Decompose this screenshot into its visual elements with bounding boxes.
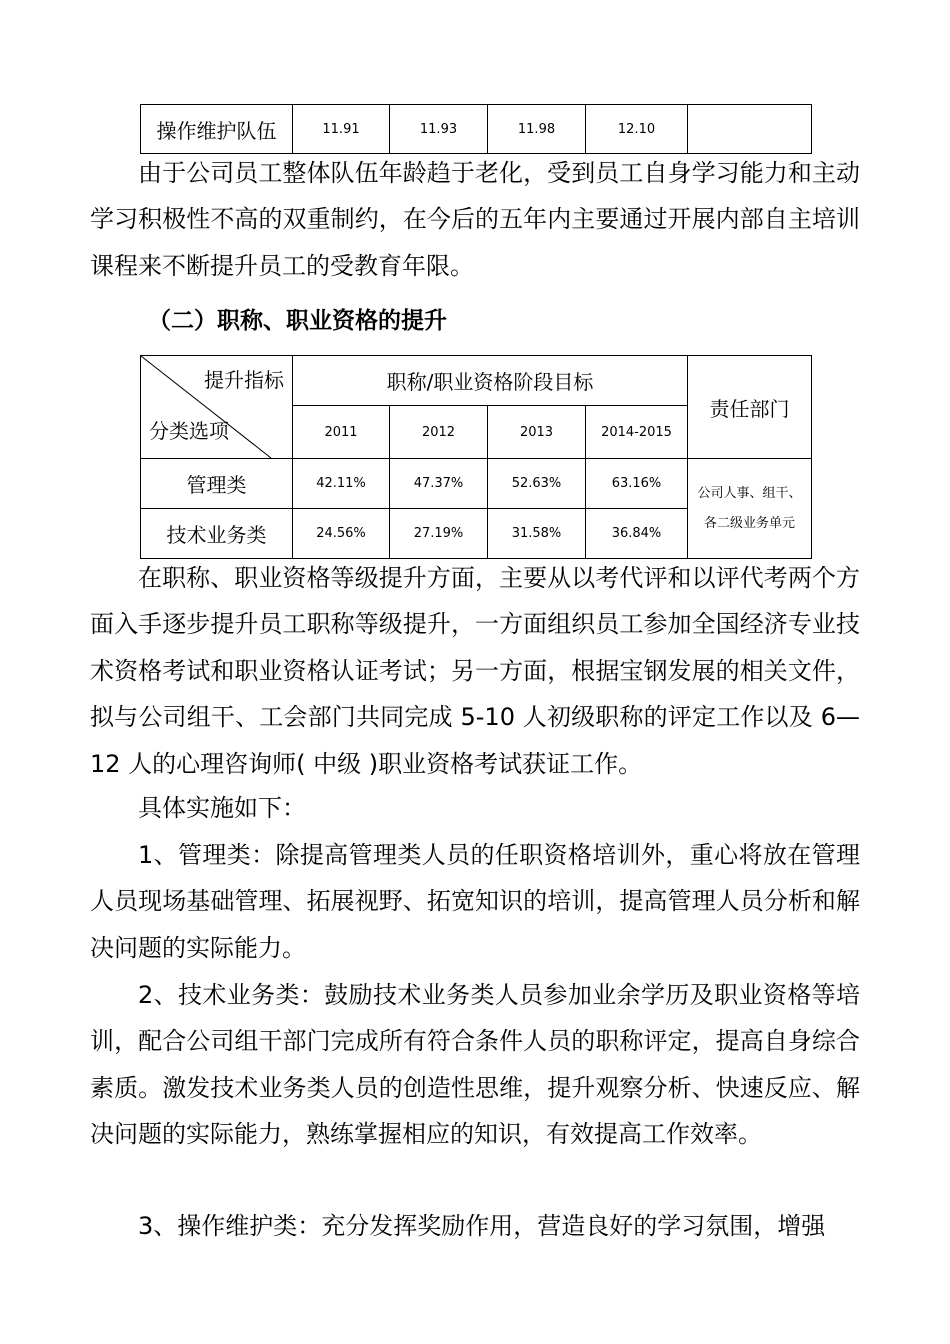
dept-header: 责任部门: [688, 356, 812, 459]
paragraph-aging-workforce: 由于公司员工整体队伍年龄趋于老化，受到员工自身学习能力和主动学习积极性不高的双重制约，在今后的五年内主要通过开展内部自主培训课程来不断提升员工的受教育年限。: [90, 159, 860, 280]
cell-value: 24.56%: [293, 509, 390, 559]
cell-value: 11.98: [488, 105, 586, 154]
section-title: （二）职称、职业资格的提升: [148, 308, 447, 334]
cell-value: 63.16%: [586, 459, 688, 509]
table-header-row: [141, 356, 812, 406]
paragraph-operations: 3、操作维护类：充分发挥奖励作用，营造良好的学习氛围，增强: [138, 1212, 826, 1240]
table-row: [141, 459, 812, 509]
paragraph-management: 1、管理类：除提高管理类人员的任职资格培训外，重心将放在管理人员现场基础管理、拓展视野、拓宽知识的培训，提高管理人员分析和解决问题的实际能力。: [90, 841, 860, 962]
cell-value: 36.84%: [586, 509, 688, 559]
cell-value: 31.58%: [488, 509, 586, 559]
dept-cell: [688, 459, 812, 559]
dept-line: 各二级业务单元: [703, 515, 795, 531]
cell-value: 11.93: [390, 105, 488, 154]
year-header: 2013: [488, 406, 586, 459]
title-qualification-table: [140, 355, 812, 559]
row-label: 技术业务类: [141, 509, 293, 559]
cell-value: [688, 105, 812, 154]
cell-value: 42.11%: [293, 459, 390, 509]
year-header: 2014-2015: [586, 406, 688, 459]
corner-label-top: 提升指标: [204, 368, 284, 392]
cell-value: 12.10: [586, 105, 688, 154]
corner-label-bottom: 分类选项: [149, 419, 229, 443]
cell-value: 11.91: [293, 105, 390, 154]
year-header: 2011: [293, 406, 390, 459]
paragraph-technical: 2、技术业务类：鼓励技术业务类人员参加业余学历及职业资格等培训，配合公司组干部门完成所有符合条件人员的职称评定，提高自身综合素质。激发技术业务类人员的创造性思维，提升观察分析、快速反应、解决问题的实际能力，熟练掌握相应的知识，有效提高工作效率。: [90, 981, 860, 1149]
diagonal-header-cell: [141, 356, 293, 459]
paragraph-title-promotion: 在职称、职业资格等级提升方面，主要从以考代评和以评代考两个方面入手逐步提升员工职称等级提升，一方面组织员工参加全国经济专业技术资格考试和职业资格认证考试；另一方面，根据宝钢发展的相关文件，拟与公司组干、工会部门共同完成 5-10 人初级职称的评定工作以及 6—12 人的心理咨询师( 中级 )职业资格考试获证工作。: [90, 564, 860, 778]
cell-value: 47.37%: [390, 459, 488, 509]
row-label: 管理类: [141, 459, 293, 509]
row-label: 操作维护队伍: [141, 105, 293, 154]
paragraph-implementation-intro: 具体实施如下：: [138, 794, 306, 822]
group-header: 职称/职业资格阶段目标: [293, 356, 688, 406]
table-row: [141, 105, 812, 154]
year-header: 2012: [390, 406, 488, 459]
team-education-table: [140, 104, 812, 154]
cell-value: 27.19%: [390, 509, 488, 559]
cell-value: 52.63%: [488, 459, 586, 509]
dept-line: 公司人事、组干、: [697, 485, 802, 501]
